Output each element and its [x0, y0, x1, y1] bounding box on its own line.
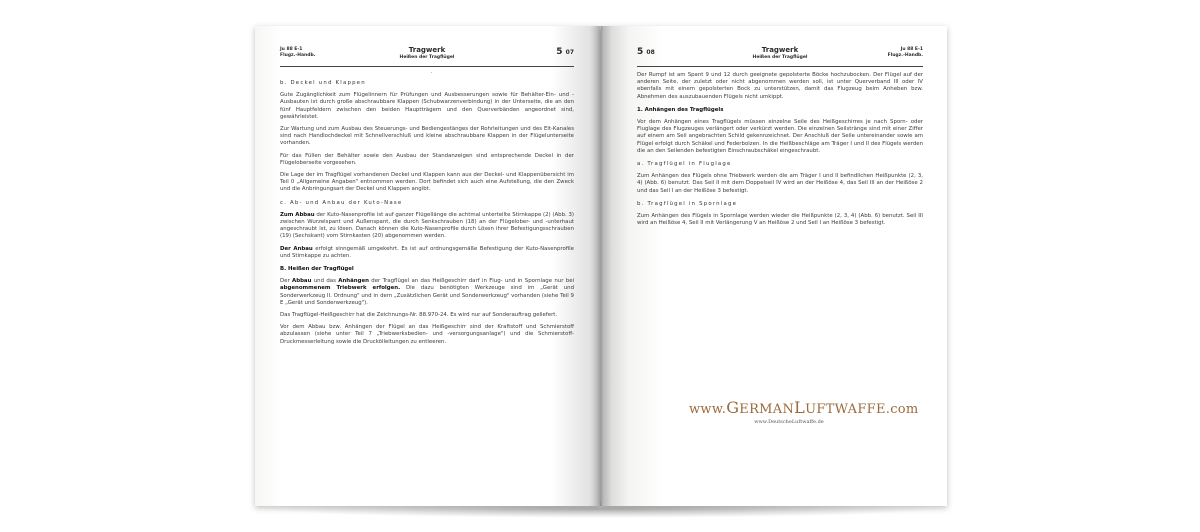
left-header-title: Tragwerk [408, 46, 446, 54]
watermark-part: www. [689, 402, 727, 417]
left-paragraph [280, 278, 574, 307]
left-page-body [280, 74, 574, 351]
bold-lead: Zum Abbau [280, 211, 315, 218]
left-paragraph: Gute Zugänglichkeit zum Flügelinnern für Prüfungen und Ausbesserungen sowie für Behälter-Ein- und -Ausbauten ist durch große abschraubbare Klappen (Schubwarzenverbindung) in der Unterseite, die an den fünf Hauptfeldern zwischen den beiden Hauptträgern und den Querverbänden angeordnet sind, gewährleistet. [280, 92, 574, 120]
right-paragraph: Zum Anhängen des Flügels in Spornlage werden wieder die Heißpunkte (2, 3, 4) (Abb. 6) benutzt. Seil III wird an Heißöse 4, Seil II mit Verlängerung V an Heißöse 2 und Seil I an Heißöse 3 befestigt. [637, 213, 923, 227]
watermark-sub: www.DeutscheLuftwaffe.de [754, 419, 824, 425]
watermark-part: ERMAN [739, 402, 795, 417]
paragraph-text: Die dazu benötigten Werkzeuge sind im „Gerät und Sonderwerkzeug II. Ordnung" und in dem „Zusätzlichen Gerät und Sonderwerkzeug" vorhanden (siehe Teil 9 E „Gerät und Sonderwerkzeug"). [280, 285, 574, 306]
watermark-part: G [726, 398, 740, 417]
left-page [255, 26, 600, 506]
paragraph-text: Der [280, 278, 293, 285]
left-page-number-sub: 07 [565, 49, 574, 56]
left-paragraph [280, 246, 574, 260]
bold-text: abgenommenem Triebwerk erfolgen. [280, 285, 401, 292]
right-page-number-main: 5 [637, 47, 644, 57]
bold-text: Abbau [292, 278, 312, 285]
watermark-part: L [794, 398, 806, 417]
paragraph-text: der Kuto-Nasenprofile ist auf ganzer Flügellänge die achtmal unterteilte Stirnkappe (2) (Abb. 3) zwischen Wurzelspant und Außenspant, die durch Senkschrauben (18) an der Flügelober- und -unterhaut angeschraubt ist, zu lösen. Danach können die Kuto-Nasenprofile durch Lösen ihrer Befestigungsschrauben (19) (Sechskant) vom Stirnkasten (20) abgenommen werden. [280, 211, 574, 240]
left-page-number-main: 5 [556, 47, 563, 57]
right-section-heading-b: b. Tragflügel in Spornlage [637, 200, 738, 207]
paragraph-text: und das [311, 278, 339, 285]
right-section-heading-1: 1. Anhängen des Tragflügels [637, 106, 724, 113]
left-paragraph: Das Tragflügel-Heißgeschirr hat die Zeichnungs-Nr. 88.970-24. Es wird nur auf Sonderauftrag geliefert. [280, 312, 558, 319]
left-section-heading-B: B. Heißen der Tragflügel [280, 266, 354, 273]
left-manual-label: Flugz.-Handb. [280, 53, 316, 58]
right-header-title: Tragwerk [761, 46, 799, 54]
paragraph-text: der Tragflügel an das Heißgeschirr darf in Flug- und in Spornlage nur bei [368, 278, 575, 285]
right-page-number-sub: 08 [646, 49, 655, 56]
right-aircraft-code: Ju 88 E-1 [900, 47, 923, 52]
watermark-part: .com [885, 402, 919, 417]
watermark-main [689, 398, 919, 417]
right-page-body [637, 72, 923, 232]
left-section-heading-c: c. Ab- und Anbau der Kuto-Nase [280, 199, 403, 206]
left-header-subtitle: Heißen der Tragflügel [399, 55, 455, 60]
left-paragraph [280, 212, 574, 241]
right-paragraph: Vor dem Anhängen eines Tragflügels müssen einzelne Seile des Heißgeschirres je nach Sporn- oder Fluglage des Flugzeuges verlängert oder verkürzt werden. Die einzelnen Seilstränge sind mit einer Ziffer auf einem am Seil angebrachten Schild gekennzeichnet. Der Anschluß der Seile untereinander sowie am Flügel erfolgt durch Schäkel und Federbolzen. In die Heißbeschläge am Träger I und II des Flügels werden die an den Seilenden befestigten Einschraubschäkel eingeschraubt. [637, 119, 923, 154]
right-header-codes [888, 47, 923, 59]
watermark-part: UFTWAFFE [805, 402, 886, 417]
left-paragraph: Für das Füllen der Behälter sowie den Ausbau der Standanzeigen sind entsprechende Deckel in der Flügeloberseite vorgesehen. [280, 152, 574, 166]
right-page [601, 26, 947, 506]
decorative-dot: · [431, 70, 433, 76]
left-section-heading-b: b. Deckel und Klappen [280, 80, 366, 86]
left-paragraph: Vor dem Abbau bzw. Anhängen der Flügel an das Heißgeschirr sind der Kraftstoff und Schmierstoff abzulassen (siehe unter Teil 7 „Triebwerksbedien- und -versorgungsanlage") und die Schmierstoff-Druckmesserleitung sowie die Druckölleitungen zu entleeren. [280, 324, 574, 345]
right-paragraph: Zum Anhängen des Flügels ohne Triebwerk werden die am Träger I und II befindlichen Heißpunkte (2, 3, 4) (Abb. 6) benutzt. Das Seil II mit dem Doppelseil IV wird an der Heißöse 4, das Seil III an der Heißöse 2 und das Seil I an der Heißöse 3 befestigt. [637, 173, 923, 194]
left-aircraft-code: Ju 88 E-1 [280, 47, 303, 52]
right-paragraph: Der Rumpf ist am Spant 9 und 12 durch geeignete gepolsterte Böcke hochzubocken. Der Flügel auf der anderen Seite, der zuletzt oder nicht abgenommen werden soll, ist unter Querverband III oder IV ebenfalls mit einem gepolsterten Bock zu unterstützen, damit das Flugzeug beim Anheben bzw. Abnehmen des auszubauenden Flügels nicht umkippt. [637, 72, 923, 100]
right-header-subtitle: Heißen der Tragflügel [752, 55, 808, 60]
right-manual-label: Flugz.-Handb. [887, 53, 923, 58]
left-page-number [556, 47, 574, 57]
left-paragraph: Zur Wartung und zum Ausbau des Steuerungs- und Bediengestänges der Rohrleitungen und des Elt-Kanales sind nach Handlochdeckel mit Schnellverschluß und kleine abschraubbare Klappen in der Flügelunterseite vorhanden. [280, 126, 574, 147]
open-manual [255, 26, 947, 512]
bold-lead: Der Anbau [280, 245, 313, 252]
bold-text: Anhängen [338, 278, 369, 285]
right-section-heading-a: a. Tragflügel in Fluglage [637, 161, 732, 168]
book-gutter [590, 26, 612, 506]
paragraph-text: erfolgt sinngemäß umgekehrt. Es ist auf ordnungsgemäße Befestigung der Kuto-Nasenprofile und Stirnkappe zu achten. [280, 245, 574, 259]
right-page-header [637, 44, 923, 67]
watermark [689, 398, 919, 425]
left-paragraph: Die Lage der im Tragflügel vorhandenen Deckel und Klappen kann aus der Deckel- und Klappenübersicht im Teil 0 „Allgemeine Angaben" entnommen werden. Dort befindet sich auch eine Aufstellung, die den Zweck und die Anbringungsart der Deckel und Klappen angibt. [280, 172, 574, 193]
left-page-header [280, 44, 574, 67]
